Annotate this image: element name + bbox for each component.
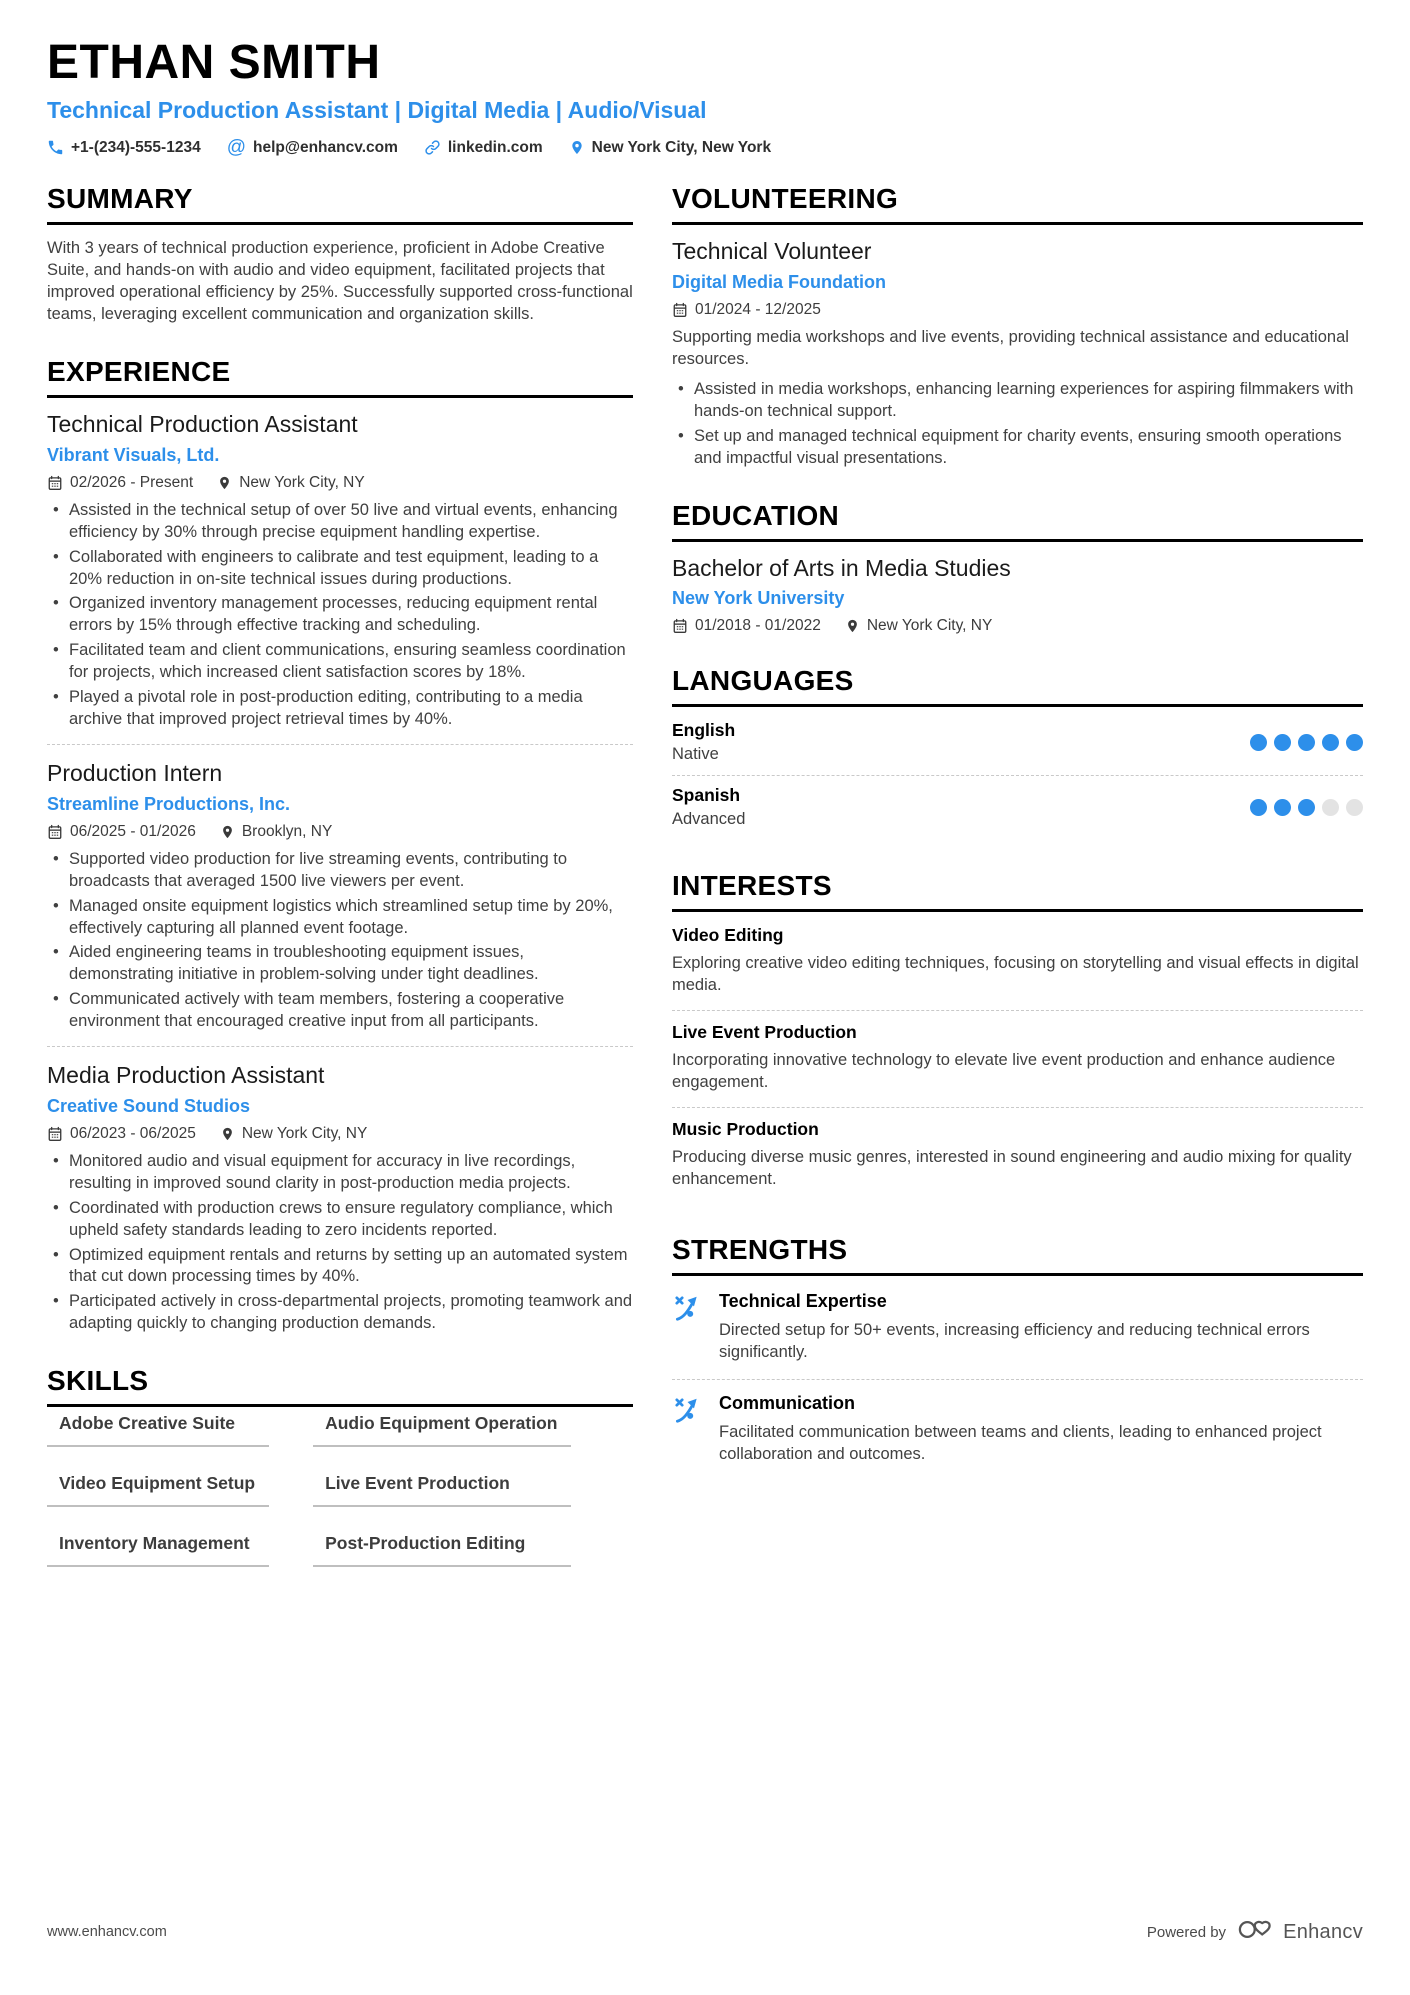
job-bullet: • Optimized equipment rentals and returns by setting up an automated system that cut down processing times by 40%. [47, 1245, 633, 1289]
job-bullet: • Assisted in the technical setup of over 50 live and virtual events, enhancing efficiency by 30% through precise equipment handling expertise. [47, 500, 633, 544]
volunteering-section [672, 183, 1363, 469]
job-divider [47, 1046, 633, 1047]
job-entry [47, 411, 633, 731]
candidate-name: ETHAN SMITH [47, 36, 381, 89]
interest-title: Music Production [672, 1118, 819, 1139]
skills-heading: SKILLS [47, 1365, 633, 1407]
skill-item: Audio Equipment Operation [313, 1413, 571, 1447]
job-bullet: • Coordinated with production crews to ensure regulatory compliance, which upheld safety standards leading to zero incidents reported. [47, 1198, 633, 1242]
job-location: Brooklyn, NY [220, 823, 332, 841]
education-heading: EDUCATION [672, 500, 1363, 542]
strengths-heading: STRENGTHS [672, 1234, 1363, 1276]
languages-heading: LANGUAGES [672, 665, 1363, 707]
powered-by-enhancv[interactable] [1147, 1917, 1363, 1947]
job-bullets [47, 849, 633, 1034]
location-pin-icon [845, 618, 860, 634]
education-section [672, 500, 1363, 636]
language-level: Native [672, 745, 719, 764]
job-company: Vibrant Visuals, Ltd. [47, 444, 220, 465]
job-divider [47, 744, 633, 745]
job-bullet: • Managed onsite equipment logistics which streamlined setup time by 20%, effectively capturing all planned event footage. [47, 896, 633, 940]
link-icon [424, 139, 441, 156]
language-level-dot [1274, 799, 1291, 816]
volunteer-organization: Digital Media Foundation [672, 271, 886, 292]
calendar-icon [672, 618, 688, 634]
skills-section [47, 1365, 633, 1567]
language-level: Advanced [672, 810, 746, 829]
calendar-icon [47, 1126, 63, 1142]
interest-item [672, 1107, 1363, 1204]
job-company: Streamline Productions, Inc. [47, 793, 291, 814]
left-column [47, 183, 633, 1597]
strength-title: Technical Expertise [719, 1290, 887, 1311]
candidate-headline: Technical Production Assistant | Digital Media | Audio/Visual [47, 97, 707, 124]
job-dates: 02/2026 - Present [47, 474, 193, 492]
job-title: Media Production Assistant [47, 1062, 325, 1089]
summary-heading: SUMMARY [47, 183, 633, 225]
language-level-dot [1322, 734, 1339, 751]
language-level-dot [1250, 734, 1267, 751]
powered-by-label: Powered by [1146, 1923, 1227, 1941]
language-level-dot [1346, 799, 1363, 816]
job-bullet: • Organized inventory management processes, reducing equipment rental errors by 15% through effective tracking and scheduling. [47, 593, 633, 637]
job-bullet: • Supported video production for live streaming events, contributing to broadcasts that averaged 1500 live viewers per event. [47, 849, 633, 893]
strategy-icon [672, 1393, 704, 1466]
strength-text: Directed setup for 50+ events, increasing efficiency and reducing technical errors significantly. [719, 1320, 1310, 1361]
job-bullets [47, 1151, 633, 1336]
interest-text: Producing diverse music genres, interested in sound engineering and audio mixing for quality enhancement. [672, 1147, 1352, 1188]
interests-section [672, 870, 1363, 1204]
volunteer-bullets [672, 379, 1363, 470]
job-location: New York City, NY [217, 474, 364, 492]
interest-title: Live Event Production [672, 1022, 857, 1043]
skill-item: Adobe Creative Suite [47, 1413, 269, 1447]
language-level-dot [1322, 799, 1339, 816]
contact-location [569, 139, 771, 157]
contact-location-label: New York City, New York [591, 138, 772, 156]
school-name: New York University [672, 588, 845, 609]
location-pin-icon [220, 824, 235, 840]
volunteer-role: Technical Volunteer [672, 238, 872, 265]
job-location: New York City, NY [220, 1125, 367, 1143]
language-level-dot [1274, 734, 1291, 751]
language-level-dot [1346, 734, 1363, 751]
page-footer [47, 1917, 1363, 1947]
calendar-icon [47, 824, 63, 840]
language-name: English [672, 720, 736, 741]
phone-icon [47, 139, 64, 156]
education-location: New York City, NY [845, 617, 992, 635]
degree-title: Bachelor of Arts in Media Studies [672, 554, 1011, 581]
calendar-icon [47, 475, 63, 491]
volunteer-dates: 01/2024 - 12/2025 [672, 301, 821, 319]
language-level-dot [1298, 734, 1315, 751]
language-name: Spanish [672, 785, 741, 806]
experience-heading: EXPERIENCE [47, 356, 633, 398]
skill-item: Live Event Production [313, 1473, 571, 1507]
volunteer-bullet: • Set up and managed technical equipment for charity events, ensuring smooth operations and impactful visual presentations. [672, 426, 1363, 470]
at-icon: @ [226, 137, 246, 159]
skill-item: Post-Production Editing [313, 1533, 571, 1567]
interests-heading: INTERESTS [672, 870, 1363, 912]
job-dates: 06/2023 - 06/2025 [47, 1125, 196, 1143]
contact-link-label: linkedin.com [447, 138, 543, 156]
location-pin-icon [217, 475, 232, 491]
contact-row [47, 138, 1363, 157]
strength-text: Facilitated communication between teams and clients, leading to enhanced project collaboration and outcomes. [719, 1422, 1322, 1463]
volunteering-heading: VOLUNTEERING [672, 183, 1363, 225]
contact-phone-label: +1-(234)-555-1234 [71, 138, 201, 156]
job-company: Creative Sound Studios [47, 1095, 251, 1116]
job-dates: 06/2025 - 01/2026 [47, 823, 196, 841]
volunteer-bullet: • Assisted in media workshops, enhancing learning experiences for aspiring filmmakers with hands-on technical support. [672, 379, 1363, 423]
strengths-section [672, 1234, 1363, 1481]
job-bullet: • Aided engineering teams in troubleshooting equipment issues, demonstrating initiative in problem-solving under tight deadlines. [47, 942, 633, 986]
job-bullet: • Collaborated with engineers to calibrate and test equipment, leading to a 20% reduction in on-site technical issues during productions. [47, 547, 633, 591]
job-bullet: • Monitored audio and visual equipment for accuracy in live recordings, resulting in improved sound clarity in post-production media projects. [47, 1151, 633, 1195]
languages-section [672, 665, 1363, 840]
language-level-dot [1250, 799, 1267, 816]
education-dates: 01/2018 - 01/2022 [672, 617, 821, 635]
contact-phone[interactable] [47, 139, 201, 157]
interest-item [672, 1010, 1363, 1107]
job-bullet: • Played a pivotal role in post-production editing, contributing to a media archive that improved project retrieval times by 40%. [47, 687, 633, 731]
interest-item [672, 914, 1363, 1010]
strength-title: Communication [719, 1392, 856, 1413]
strength-item [672, 1278, 1363, 1379]
volunteer-description: Supporting media workshops and live events, providing technical assistance and educational resources. [672, 327, 1349, 368]
interest-text: Exploring creative video editing techniques, focusing on storytelling and visual effects in digital media. [672, 954, 1359, 995]
location-pin-icon [569, 139, 585, 156]
calendar-icon [672, 302, 688, 318]
summary-section [47, 183, 633, 326]
strategy-icon [672, 1291, 704, 1364]
job-title: Technical Production Assistant [47, 411, 358, 438]
language-level-dot [1298, 799, 1315, 816]
resume-header [47, 38, 1363, 157]
interest-title: Video Editing [672, 925, 784, 946]
contact-email[interactable] [227, 138, 398, 157]
skill-item: Inventory Management [47, 1533, 269, 1567]
language-row [672, 711, 1363, 775]
skill-item: Video Equipment Setup [47, 1473, 269, 1507]
contact-link[interactable] [424, 139, 543, 157]
language-row [672, 775, 1363, 840]
enhancv-site-link[interactable]: www.enhancv.com [47, 1924, 167, 1940]
enhancv-logo-icon [1236, 1917, 1273, 1947]
skills-grid [47, 1407, 633, 1567]
location-pin-icon [220, 1126, 235, 1142]
enhancv-brand-label: Enhancv [1283, 1920, 1363, 1943]
job-bullet: • Facilitated team and client communications, ensuring seamless coordination for projects, which increased client satisfaction scores by 18%. [47, 640, 633, 684]
language-level-dots [1243, 734, 1363, 751]
strength-item [672, 1379, 1363, 1481]
contact-email-label: help@enhancv.com [252, 138, 398, 156]
job-title: Production Intern [47, 760, 223, 787]
job-entry [47, 1062, 633, 1335]
right-column [672, 183, 1363, 1597]
summary-text: With 3 years of technical production experience, proficient in Adobe Creative Suite, and hands-on with audio and video equipment, facilitated projects that improved operational efficiency by 25%. Successfully supported cross-functional teams, leveraging excellent communication and organization skills. [47, 239, 633, 324]
job-entry [47, 760, 633, 1033]
job-bullet: • Participated actively in cross-departmental projects, promoting teamwork and adapting quickly to changing production demands. [47, 1291, 633, 1335]
interest-text: Incorporating innovative technology to elevate live event production and enhance audience engagement. [672, 1051, 1336, 1092]
language-level-dots [1243, 799, 1363, 816]
job-bullets [47, 500, 633, 731]
experience-section [47, 356, 633, 1335]
job-bullet: • Communicated actively with team members, fostering a cooperative environment that encouraged creative input from all participants. [47, 989, 633, 1033]
